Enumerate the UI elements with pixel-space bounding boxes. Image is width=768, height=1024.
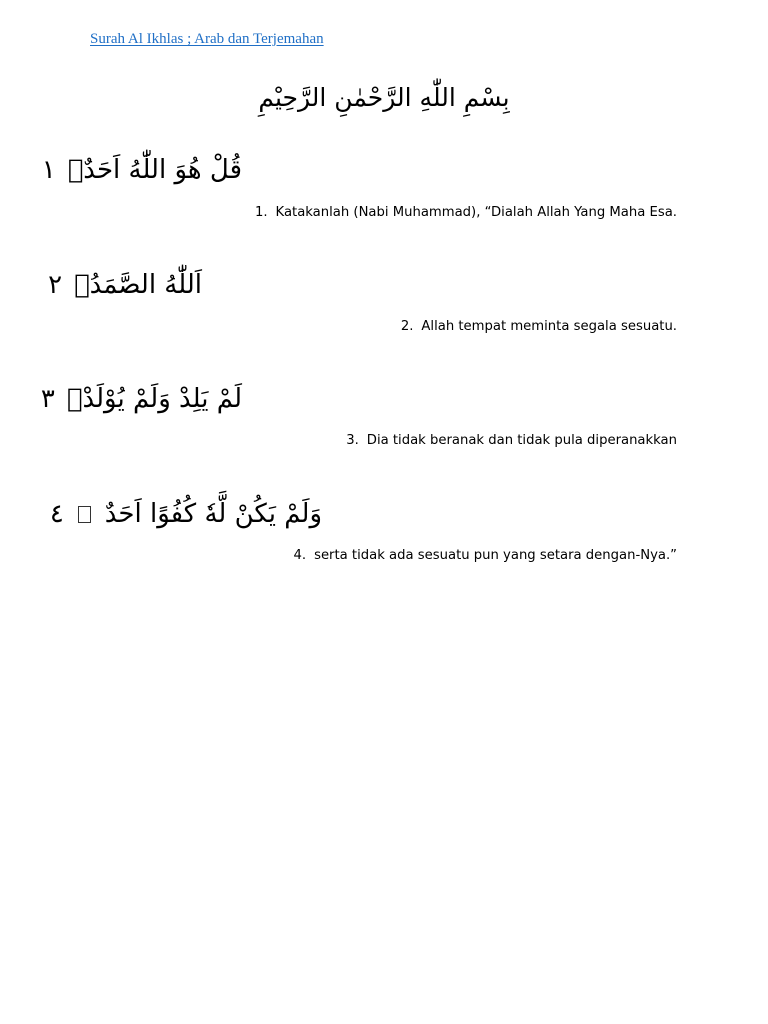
ayah-4-translation-text: serta tidak ada sesuatu pun yang setara dengan-Nya.”: [314, 548, 677, 563]
basmalah: بِسْمِ اللّٰهِ الرَّحْمٰنِ الرَّحِيْمِ: [258, 83, 510, 112]
ayah-2-arabic-number: ٢: [48, 270, 63, 300]
ayah-2-arabic-text: اَللّٰهُ الصَّمَدُۚ: [74, 270, 202, 300]
ayah-2-translation-text: Allah tempat meminta segala sesuatu.: [421, 319, 677, 334]
document-title-link[interactable]: Surah Al Ikhlas ; Arab dan Terjemahan: [90, 31, 324, 47]
ayah-3-number: 3.: [346, 433, 359, 448]
ayah-4-translation: [293, 547, 677, 565]
ayah-4-arabic: [49, 492, 322, 536]
ayah-1-translation: [255, 204, 677, 222]
ayah-1-translation-text: Katakanlah (Nabi Muhammad), “Dialah Allah Yang Maha Esa.: [275, 205, 677, 220]
ayah-2-arabic: [48, 263, 202, 307]
ayah-1-arabic-number: ١: [41, 155, 56, 185]
ayah-1-arabic-text: قُلْ هُوَ اللّٰهُ اَحَدٌۚ: [67, 155, 242, 185]
ayah-3-translation-text: Dia tidak beranak dan tidak pula diperanakkan: [366, 433, 677, 448]
ayah-1-arabic: [41, 148, 242, 192]
ayah-3-arabic-number: ٣: [40, 384, 55, 414]
ayah-3-arabic: [40, 377, 242, 421]
ayah-4-arabic-text: وَلَمْ يَكُنْ لَّهٗ كُفُوًا اَحَدٌ: [104, 499, 322, 529]
ayah-3-arabic-text: لَمْ يَلِدْ وَلَمْ يُوْلَدْۙ: [66, 384, 242, 414]
ayah-4-number: 4.: [293, 548, 307, 563]
ayah-2-translation: [401, 318, 677, 336]
ayah-1-number: 1.: [254, 205, 268, 220]
ayah-3-translation: [346, 432, 677, 450]
missing-glyph-box-icon: [78, 506, 91, 523]
ayah-4-arabic-number: ٤: [49, 499, 64, 529]
ayah-2-number: 2.: [400, 319, 414, 334]
